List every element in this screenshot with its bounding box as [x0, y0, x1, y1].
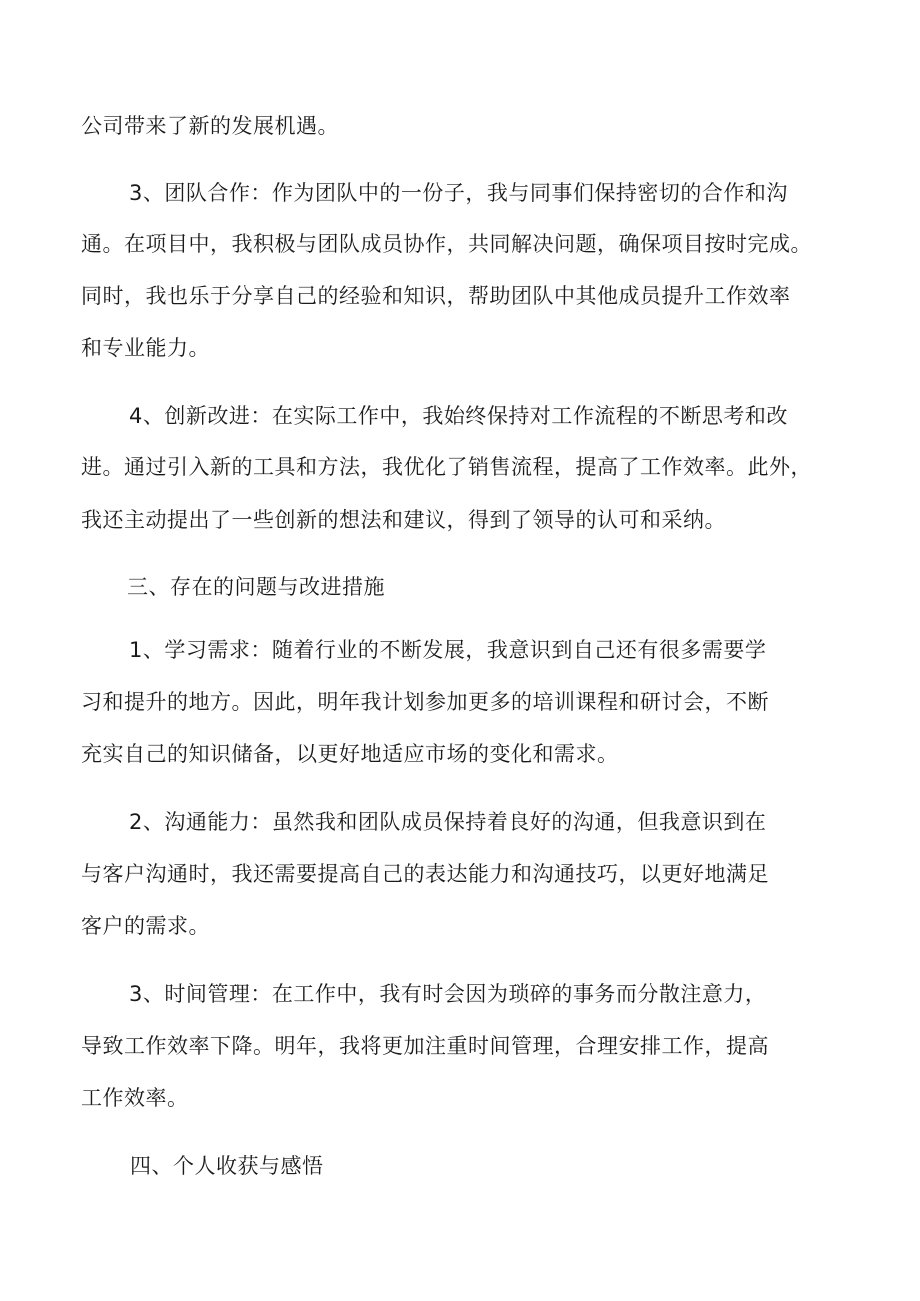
paragraph-line: 进。通过引入新的工具和方法，我优化了销售流程，提高了工作效率。此外，	[81, 455, 812, 479]
paragraph-line: 同时，我也乐于分享自己的经验和知识，帮助团队中其他成员提升工作效率	[81, 284, 791, 308]
paragraph-line: 导致工作效率下降。明年，我将更加注重时间管理，合理安排工作，提高	[81, 1034, 769, 1058]
paragraph-line: 2、沟通能力：虽然我和团队成员保持着良好的沟通，但我意识到在	[129, 810, 767, 834]
section-heading: 四、个人收获与感悟	[130, 1154, 324, 1178]
paragraph-line: 我还主动提出了一些创新的想法和建议，得到了领导的认可和采纳。	[81, 508, 726, 532]
paragraph-line: 1、学习需求：随着行业的不断发展，我意识到自己还有很多需要学	[129, 638, 767, 662]
paragraph-line: 通。在项目中，我积极与团队成员协作，共同解决问题，确保项目按时完成。	[81, 232, 812, 256]
paragraph-line: 和专业能力。	[81, 336, 210, 360]
paragraph-line: 习和提升的地方。因此，明年我计划参加更多的培训课程和研讨会，不断	[81, 690, 769, 714]
section-heading: 三、存在的问题与改进措施	[127, 575, 385, 599]
paragraph-line: 工作效率。	[81, 1086, 189, 1110]
paragraph-line: 公司带来了新的发展机遇。	[81, 114, 339, 138]
paragraph-line: 3、团队合作：作为团队中的一份子，我与同事们保持密切的合作和沟	[129, 181, 788, 205]
paragraph-line: 充实自己的知识储备，以更好地适应市场的变化和需求。	[81, 742, 619, 766]
paragraph-line: 4、创新改进：在实际工作中，我始终保持对工作流程的不断思考和改	[129, 404, 788, 428]
paragraph-line: 3、时间管理：在工作中，我有时会因为琐碎的事务而分散注意力，	[129, 982, 767, 1006]
paragraph-line: 客户的需求。	[81, 914, 210, 938]
paragraph-line: 与客户沟通时，我还需要提高自己的表达能力和沟通技巧，以更好地满足	[81, 862, 769, 886]
